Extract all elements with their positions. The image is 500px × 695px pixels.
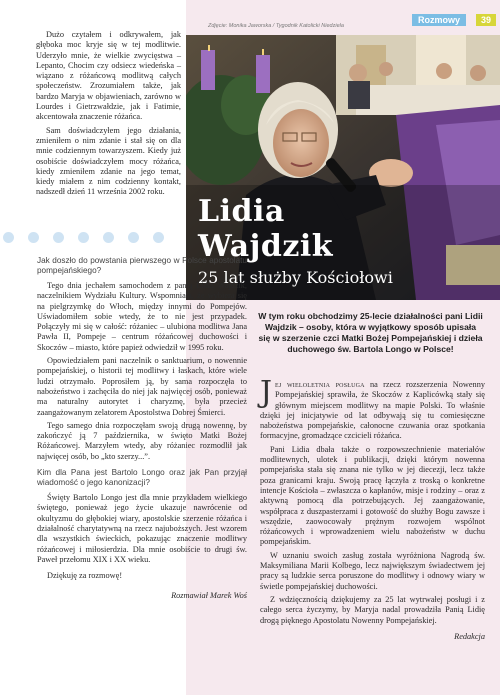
photo-credit: Zdjęcie: Monika Jaworska / Tygodnik Katolicki Niedziela	[208, 23, 344, 29]
editorial-signature: Redakcja	[454, 631, 485, 641]
first-paragraph-rest: na rzecz rozszerzenia Nowenny Pompejańskiej sprawiła, że Skoczów z Kaplicówką stały się głównym miejscem modlitwy na mapie Polski. To właśnie dzięki jej inicjatywie od lat odbywają się tu comiesięczne nabożeństwa pompejańskie, całonocne czuwania oraz spotkania formacyjne, gromadzące czcicieli różańca.	[260, 380, 485, 441]
question-2: Kim dla Pana jest Bartolo Longo oraz jak Pan przyjął wiadomość o jego kanonizacji?	[37, 468, 247, 488]
dot	[78, 232, 89, 243]
lead-in-caps: ej wieloletnia posługa	[275, 380, 365, 389]
article-paragraph: W uznaniu swoich zasług została wyróżniona Nagrodą św. Maksymiliana Marii Kolbego, lecz największym świadectwem jej pracy są ludzkie serca poruszone do modlitwy i odnowy wiary w świetle pompejańskiej duchowości.	[260, 550, 485, 591]
title-line-2: Wajdzik	[198, 229, 334, 264]
paragraph: Sam doświadczyłem jego działania, zmieniłem o nim zdanie i stał się on dla mnie codziennym towarzyszem. Kiedy już osobiście doświadczyłem mocy różańca, kiedy zmieniłem zdanie na jego temat, kiedy miałem z nim codzienny kontakt, nadszedł dzień 11 września 2002 roku.	[36, 125, 181, 197]
answer-paragraph: Tego samego dnia rozpoczęłam swoją drugą nowennę, by zakończyć ją 7 października, w święto Matki Bożej Różańcowej. Marzyłem wtedy, aby różaniec rozmodlił jak najwięcej osób, bo „kto szerzy...”.	[37, 420, 247, 461]
article-paragraph: Z wdzięcznością dziękujemy za 25 lat wytrwałej posługi i z całego serca życzymy, by Maryja nadal prowadziła Panią Lidię drogą pięknego Apostolatu Nowenny Pompejańskiej.	[260, 594, 485, 625]
question-1: Jak doszło do powstania pierwszego w Polsce apostolatu pompejańskiego?	[37, 256, 247, 275]
page-number: 39	[476, 14, 496, 26]
article-column	[260, 375, 485, 642]
drop-cap: J	[260, 375, 273, 410]
article-paragraph: Pani Lidia dbała także o rozpowszechnienie materiałów modlitewnych, ulotek i publikacji, dzięki którym nowenna pompejańska stała się znana nie tylko w jej diecezji, lecz także poza granicami kraju. Swoją pracę łączyła z troską o konkretne intencje Kościoła – zwłaszcza o kapłanów, misje i rodziny – oraz z aktywną pomocą dla potrzebujących. Jej zaangażowanie, współpraca z duszpasterzami i gotowość do służby Bogu zawsze i wszędzie, zaowocowały prężnym rozwojem wspólnot różańcowych i wprowadzeniem wielu nabożeństw w duchu pompejańskim.	[260, 444, 485, 547]
article-first-paragraph	[260, 375, 485, 442]
dot	[128, 232, 139, 243]
answer-paragraph: Święty Bartolo Longo jest dla mnie przykładem wielkiego świętego, ponieważ jego życie ukazuje nawrócenie od okultyzmu do głębokiej wiary, apostolskie szerzenie różańca i działalność charytatywną na rzecz najuboższych. Jest wzorem dla wszystkich świeckich, pokazując znaczenie modlitwy różańcowej i miłosierdzia. Dla mnie osobiście to drugi św. Paweł przełomu XIX i XX wieku.	[37, 493, 247, 564]
left-top-column	[36, 30, 181, 201]
section-tag: Rozmowy	[412, 14, 466, 26]
interview-column	[37, 252, 247, 602]
answer-paragraph: Opowiedziałem pani naczelnik o sanktuarium, o nowennie pompejańskiej, o historii tej modlitwy i łaskach, które wiele ludzi otrzymało. Poprosiłem ją, by sama rozpoczęła to nabożeństwo i zachęciła do niej jak najwięcej osób, ponieważ ma naturalny autorytet i charyzmę, była przecież zaangażowanym zelatorem Apostolstwa Dobrej Śmierci.	[37, 356, 247, 417]
dot	[103, 232, 114, 243]
dot-divider	[0, 232, 186, 244]
thanks: Dziękuję za rozmowę!	[47, 571, 123, 581]
interviewer-signature: Rozmawiał Marek Woś	[171, 591, 247, 601]
paragraph: Dużo czytałem i odkrywałem, jak głęboka moc kryje się w tej modlitwie. Uderzyło mnie, że wielkie zwycięstwa – Lepanto, Chocim czy odsiecz wiedeńska – wiązano z różańcową modlitwą całych społeczeństw. Zrozumiałem także, jak bardzo Maryja w objawieniach, zarówno w Lourdes i Gietrzwałdzie, jak i Fatimie, akcentowała znaczenie różańca.	[36, 30, 181, 122]
answer-paragraph: Tego dnia jechałem samochodem z panią Lidią Wajdzik, naczelnikiem Wydziału Kultury. Wspomniała, że wybiera się na pielgrzymkę do Włoch, między innymi do Pompejów. Uświadomiłem sobie wtedy, że to nie jest przypadek. Połączyły mi się w całość: różaniec – ulubiona modlitwa Jana Pawła II, Pompeje – centrum różańcowej duchowości i Skoczów – miasto, które papież odwiedził w 1995 roku.	[37, 281, 247, 352]
lead-text: W tym roku obchodzimy 25-lecie działalności pani Lidii Wajdzik – osoby, która w wyjątkowy sposób upisała się w szerzenie czci Matki Bożej Pompejańskiej i dzieła duchowego św. Bartola Longo w Polsce!	[258, 311, 483, 354]
dot	[153, 232, 164, 243]
dot	[53, 232, 64, 243]
dot	[28, 232, 39, 243]
dot	[3, 232, 14, 243]
title-line-1: Lidia	[198, 194, 285, 229]
photo-subtitle: 25 lat służby Kościołowi	[198, 268, 393, 287]
